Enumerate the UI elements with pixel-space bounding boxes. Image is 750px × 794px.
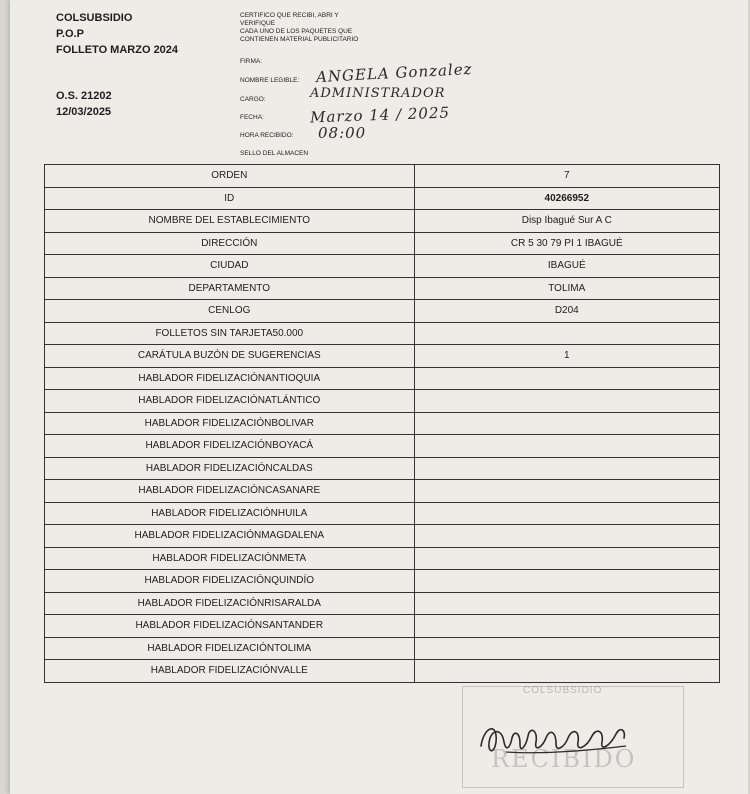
row-label: HABLADOR FIDELIZACIÓNANTIOQUIA: [45, 367, 415, 390]
certificate-line-4: CONTIENEN MATERIAL PUBLICITARIO: [240, 36, 359, 43]
row-value: IBAGUÉ: [414, 255, 719, 278]
order-block: [56, 88, 196, 120]
stamp-received-word: RECIBIDO: [491, 745, 637, 773]
table-row: [45, 322, 720, 345]
row-value: 40266952: [414, 187, 719, 210]
os-number: O.S. 21202: [56, 90, 112, 102]
row-value: 7: [414, 165, 719, 188]
table-row: [45, 390, 720, 413]
fecha-label: FECHA:: [240, 114, 264, 121]
row-label: DIRECCIÓN: [45, 232, 415, 255]
table-row: [45, 367, 720, 390]
table-row: [45, 345, 720, 368]
certificate-line-2: VERIFIQUE: [240, 20, 276, 27]
row-value: [414, 457, 719, 480]
signature: [476, 708, 646, 768]
table-row: [45, 637, 720, 660]
row-value: [414, 525, 719, 548]
firma-label: FIRMA:: [240, 58, 263, 65]
certificate-block: [240, 12, 410, 44]
table-row: [45, 300, 720, 323]
row-label: HABLADOR FIDELIZACIÓNHUILA: [45, 502, 415, 525]
table-row: [45, 592, 720, 615]
row-value: [414, 547, 719, 570]
company-name: COLSUBSIDIO: [56, 12, 133, 24]
row-value: [414, 435, 719, 458]
stamp-top-text: COLSUBSIDIO: [523, 685, 603, 696]
table-row: [45, 502, 720, 525]
row-value: [414, 322, 719, 345]
row-value: [414, 615, 719, 638]
row-value: D204: [414, 300, 719, 323]
table-row: [45, 457, 720, 480]
table-row: [45, 570, 720, 593]
row-label: HABLADOR FIDELIZACIÓNCASANARE: [45, 480, 415, 503]
row-label: HABLADOR FIDELIZACIÓNRISARALDA: [45, 592, 415, 615]
header-line-pop: P.O.P: [56, 28, 84, 40]
row-value: CR 5 30 79 PI 1 IBAGUÉ: [414, 232, 719, 255]
row-value: [414, 367, 719, 390]
row-label: ID: [45, 187, 415, 210]
document-sheet: [10, 0, 748, 794]
table-row: [45, 480, 720, 503]
os-date: 12/03/2025: [56, 106, 112, 118]
row-value: [414, 592, 719, 615]
table-row: [45, 435, 720, 458]
cargo-label: CARGO:: [240, 96, 266, 103]
cargo-handwritten: ADMINISTRADOR: [310, 86, 446, 101]
row-value: [414, 502, 719, 525]
row-label: HABLADOR FIDELIZACIÓNBOYACÁ: [45, 435, 415, 458]
row-label: HABLADOR FIDELIZACIÓNMETA: [45, 547, 415, 570]
delivery-table: [44, 164, 720, 683]
row-label: FOLLETOS SIN TARJETA50.000: [45, 322, 415, 345]
row-label: NOMBRE DEL ESTABLECIMIENTO: [45, 210, 415, 233]
certificate-line-1: CERTIFICO QUE RECIBI, ABRI Y: [240, 12, 339, 19]
row-value: Disp Ibagué Sur A C: [414, 210, 719, 233]
table-row: [45, 210, 720, 233]
row-label: HABLADOR FIDELIZACIÓNQUINDÍO: [45, 570, 415, 593]
row-label: HABLADOR FIDELIZACIÓNBOLIVAR: [45, 412, 415, 435]
table-row: [45, 660, 720, 683]
fecha-handwritten: Marzo 14 / 2025: [309, 103, 451, 127]
row-label: CARÁTULA BUZÓN DE SUGERENCIAS: [45, 345, 415, 368]
row-label: DEPARTAMENTO: [45, 277, 415, 300]
sello-label: SELLO DEL ALMACEN: [240, 150, 309, 157]
table-row: [45, 187, 720, 210]
row-value: [414, 570, 719, 593]
hora-handwritten: 08:00: [318, 124, 367, 142]
certificate-line-3: CADA UNO DE LOS PAQUETES QUE: [240, 28, 353, 35]
nombre-handwritten: ANGELA Gonzalez: [315, 59, 473, 87]
table-row: [45, 165, 720, 188]
row-label: HABLADOR FIDELIZACIÓNATLÁNTICO: [45, 390, 415, 413]
row-value: [414, 637, 719, 660]
row-value: [414, 412, 719, 435]
row-label: ORDEN: [45, 165, 415, 188]
nombre-label: NOMBRE LEGIBLE:: [240, 77, 300, 84]
row-label: HABLADOR FIDELIZACIÓNSANTANDER: [45, 615, 415, 638]
row-label: HABLADOR FIDELIZACIÓNTOLIMA: [45, 637, 415, 660]
table-row: [45, 615, 720, 638]
row-value: 1: [414, 345, 719, 368]
row-value: [414, 660, 719, 683]
row-label: HABLADOR FIDELIZACIÓNCALDAS: [45, 457, 415, 480]
hora-label: HORA RECIBIDO:: [240, 132, 294, 139]
table-row: [45, 412, 720, 435]
table-row: [45, 525, 720, 548]
row-label: HABLADOR FIDELIZACIÓNVALLE: [45, 660, 415, 683]
row-value: [414, 480, 719, 503]
table-row: [45, 232, 720, 255]
row-label: CIUDAD: [45, 255, 415, 278]
row-value: TOLIMA: [414, 277, 719, 300]
header-line-folleto: FOLLETO MARZO 2024: [56, 44, 179, 56]
row-value: [414, 390, 719, 413]
row-label: HABLADOR FIDELIZACIÓNMAGDALENA: [45, 525, 415, 548]
table-row: [45, 277, 720, 300]
header-block: [56, 10, 179, 118]
table-row: [45, 255, 720, 278]
row-label: CENLOG: [45, 300, 415, 323]
table-row: [45, 547, 720, 570]
